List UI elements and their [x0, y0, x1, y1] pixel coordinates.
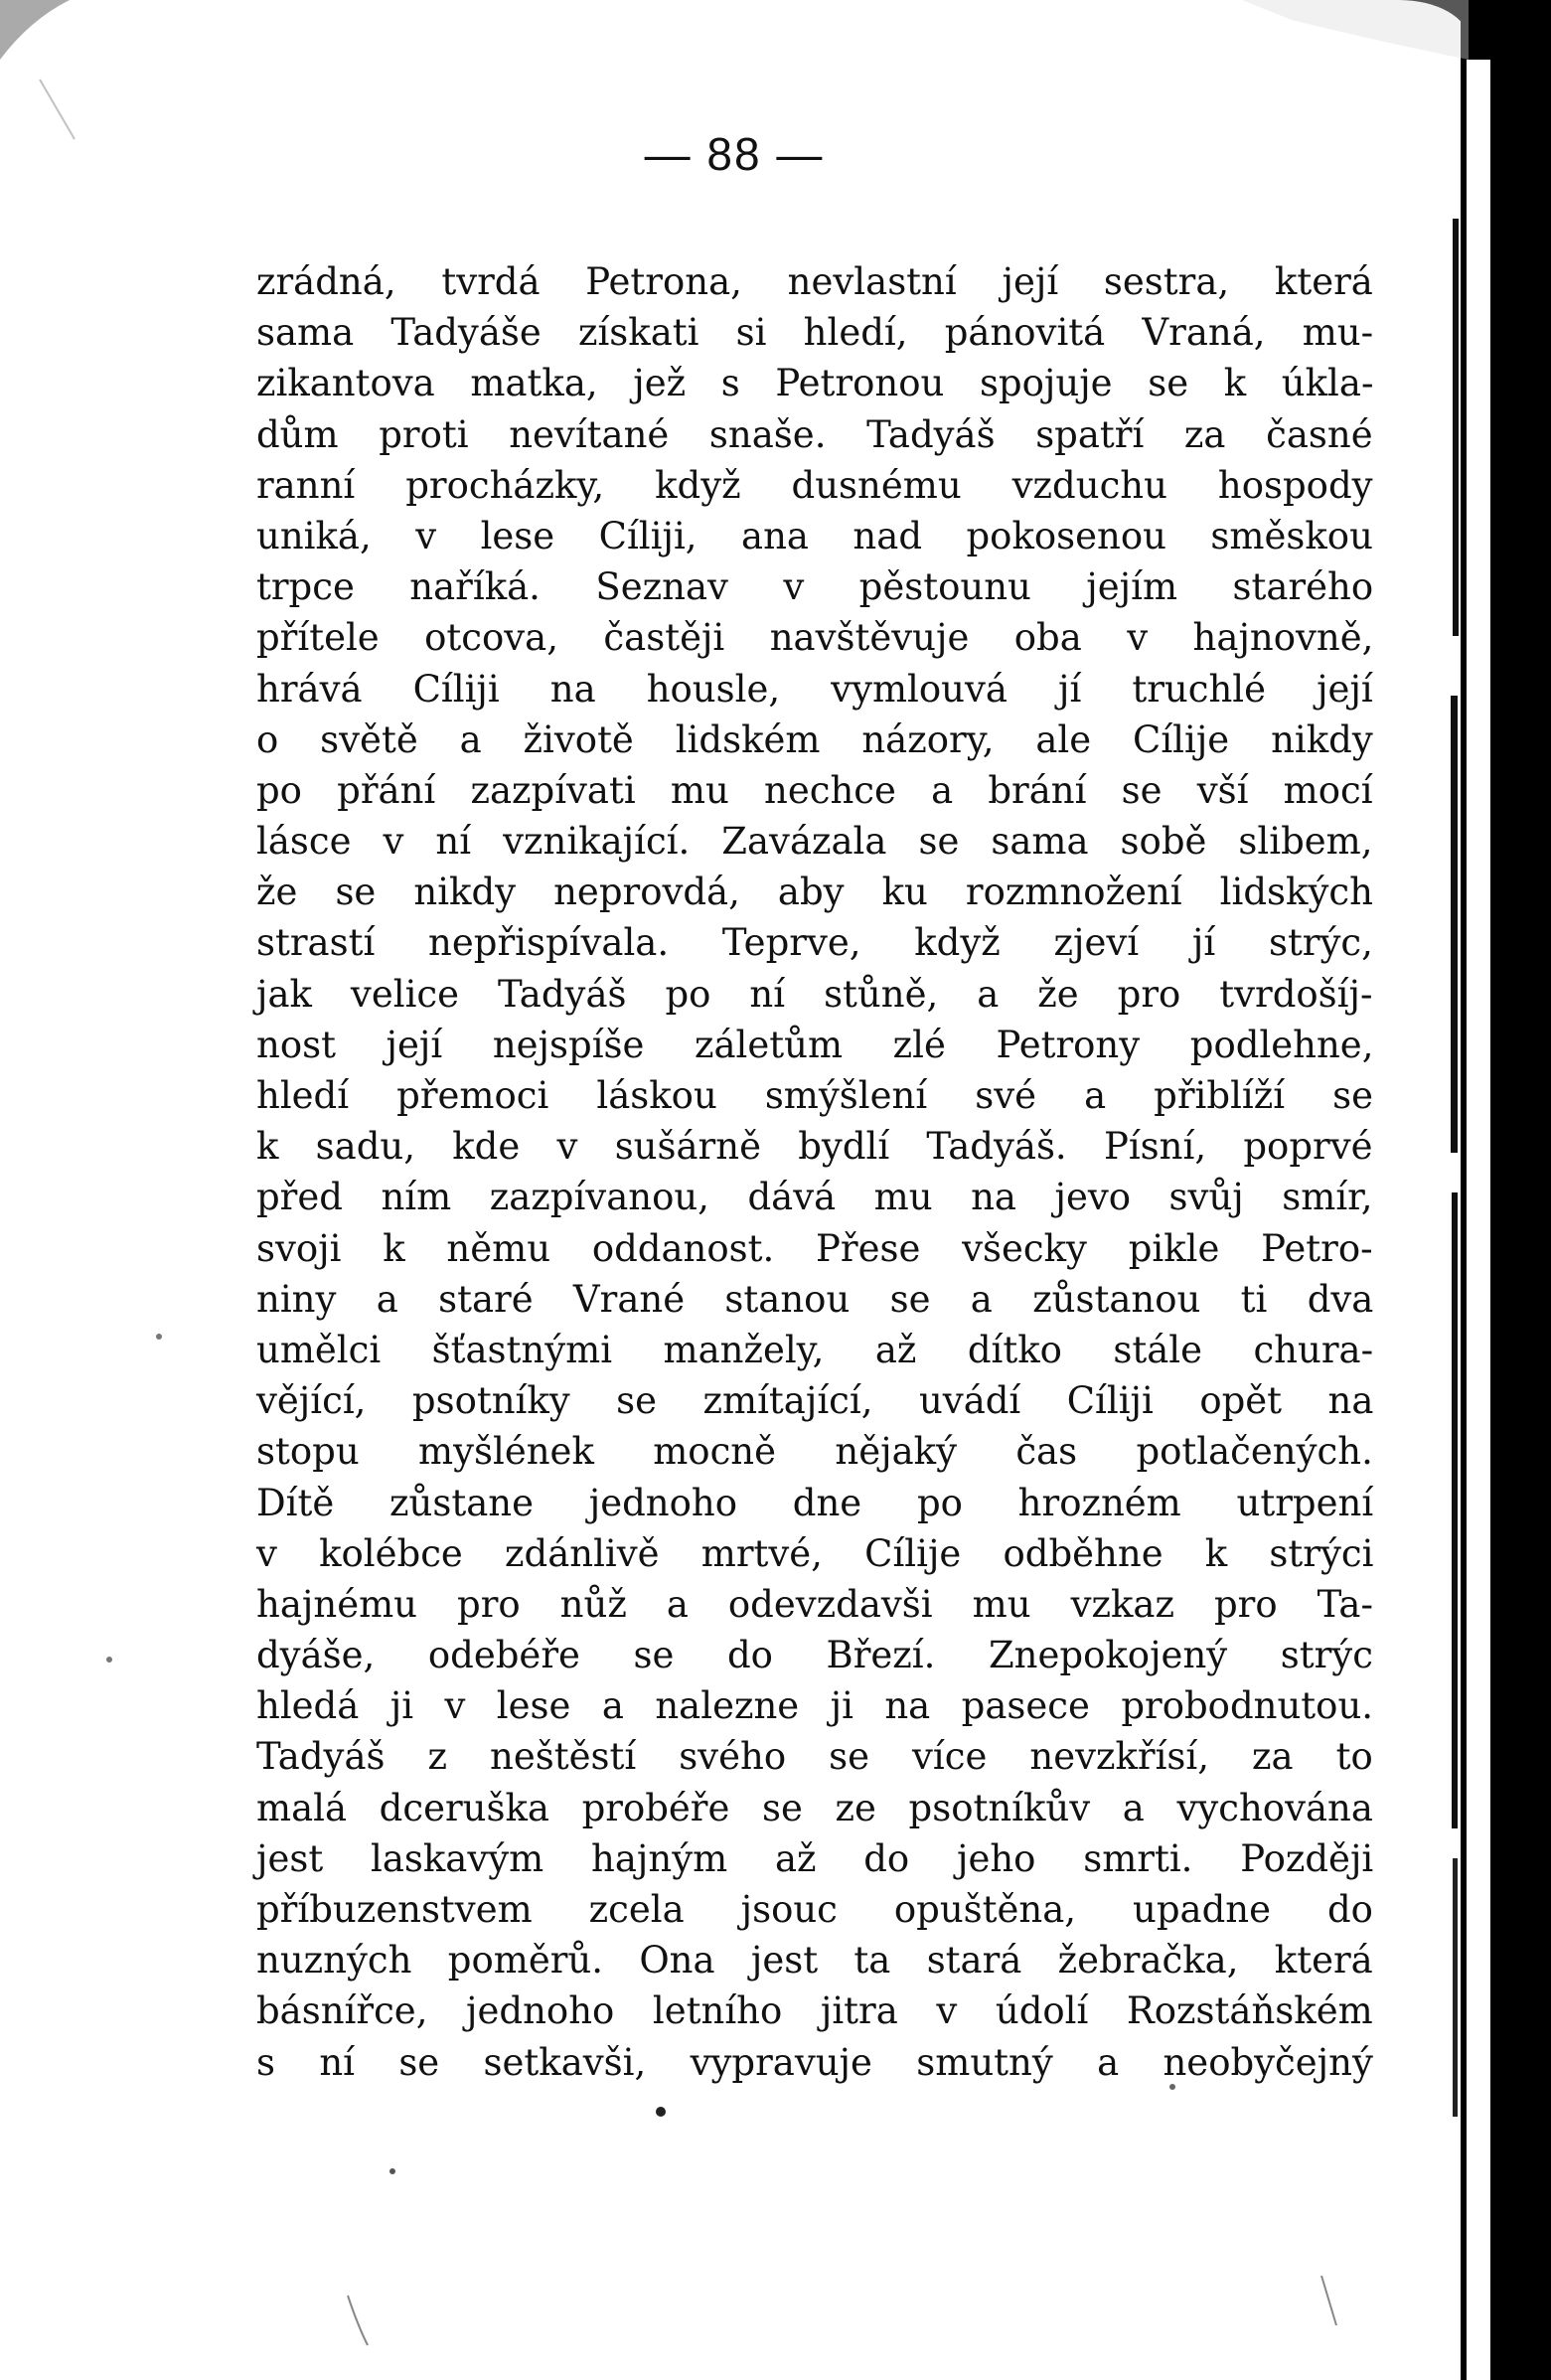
- body-text: [256, 256, 1373, 2088]
- text-line: trpce naříká. Seznav v pěstounu jejím starého: [256, 565, 1374, 609]
- text-line: svoji k němu oddanost. Přese všecky pikle Petro-: [256, 1226, 1373, 1270]
- text-line: po přání zazpívati mu nechce a brání se vší mocí: [256, 768, 1373, 812]
- text-line: zrádná, tvrdá Petrona, nevlastní její sestra, která: [256, 260, 1373, 303]
- text-line: nost její nejspíše záletům zlé Petrony podlehne,: [256, 1023, 1374, 1066]
- text-line: před ním zazpívanou, dává mu na jevo svůj smír,: [256, 1176, 1373, 1219]
- text-line: Tadyáš z neštěstí svého se více nevzkřísí, za to: [256, 1735, 1373, 1779]
- text-line: dům proti nevítané snaše. Tadyáš spatří za časné: [256, 412, 1373, 456]
- text-line: malá dceruška probéře se ze psotníkův a vychována: [256, 1786, 1373, 1829]
- page-edge-strip: [1467, 60, 1490, 2380]
- text-line: k sadu, kde v sušárně bydlí Tadyáš. Písní, poprvé: [256, 1125, 1373, 1169]
- text-line: strastí nepřispívala. Teprve, když zjeví jí strýc,: [256, 921, 1373, 965]
- text-line: umělci šťastnými manžely, až dítko stále chura-: [256, 1328, 1374, 1371]
- text-line: hledá ji v lese a nalezne ji na pasece probodnutou.: [256, 1684, 1374, 1728]
- text-line: dyáše, odebéře se do Březí. Znepokojený strýc: [256, 1634, 1373, 1677]
- text-line: ranní procházky, když dusnému vzduchu hospody: [256, 463, 1373, 507]
- text-line: přítele otcova, častěji navštěvuje oba v hajnovně,: [256, 616, 1374, 660]
- text-line: hrává Cíliji na housle, vymlouvá jí truchlé její: [256, 667, 1373, 711]
- text-line: v kolébce zdánlivě mrtvé, Cílije odběhne k strýci: [256, 1531, 1374, 1575]
- text-line: hajnému pro nůž a odevzdavši mu vzkaz pro Ta-: [256, 1582, 1373, 1626]
- text-line: příbuzenstvem zcela jsouc opuštěna, upadne do: [256, 1888, 1373, 1931]
- text-line: o světě a životě lidském názory, ale Cílije nikdy: [256, 717, 1373, 761]
- text-line: zikantova matka, jež s Petronou spojuje se k úkla-: [256, 362, 1374, 405]
- text-line: lásce v ní vznikající. Zavázala se sama sobě slibem,: [256, 820, 1373, 864]
- page-number: — 88 —: [644, 128, 825, 180]
- text-line: s ní se setkavši, vypravuje smutný a neobyčejný: [256, 2040, 1373, 2084]
- text-line: že se nikdy neprovdá, aby ku rozmnožení lidských: [256, 871, 1373, 914]
- text-line: sama Tadyáše získati si hledí, pánovitá Vraná, mu-: [256, 311, 1374, 355]
- text-line: uniká, v lese Cíliji, ana nad pokosenou směskou: [256, 514, 1373, 557]
- text-line: nuzných poměrů. Ona jest ta stará žebračka, která: [256, 1939, 1373, 1983]
- text-line: niny a staré Vrané stanou se a zůstanou ti dva: [256, 1277, 1374, 1321]
- text-line: jest laskavým hajným až do jeho smrti. Později: [256, 1836, 1374, 1880]
- text-line: jak velice Tadyáš po ní stůně, a že pro tvrdošíj-: [256, 972, 1373, 1016]
- text-line: vějící, psotníky se zmítající, uvádí Cíliji opět na: [256, 1379, 1374, 1423]
- text-line: stopu myšlének mocně nějaký čas potlačených.: [256, 1430, 1373, 1474]
- text-line: básnířce, jednoho letního jitra v údolí Rozstáňském: [256, 1989, 1373, 2033]
- text-line: hledí přemoci láskou smýšlení své a přiblíží se: [256, 1074, 1373, 1117]
- text-line: Dítě zůstane jednoho dne po hrozném utrpení: [256, 1481, 1374, 1524]
